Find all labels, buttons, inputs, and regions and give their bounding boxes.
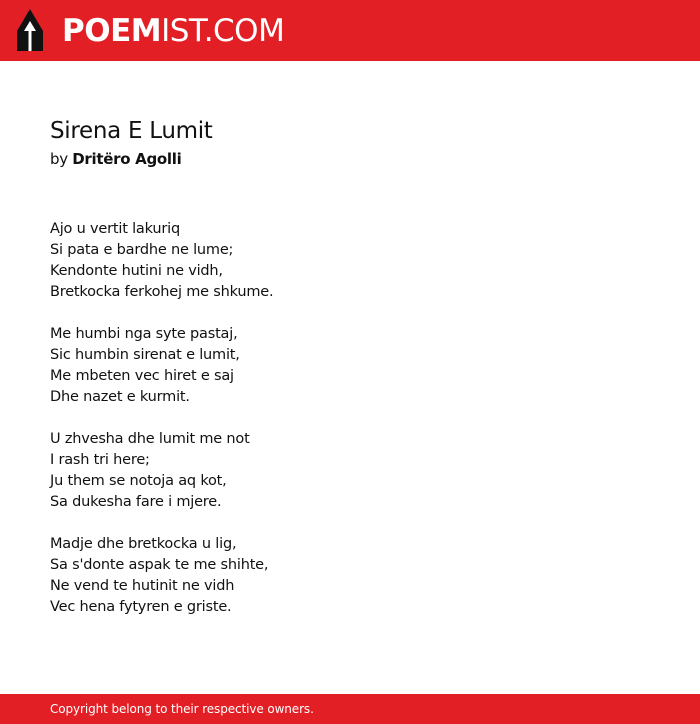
poem-body [50, 219, 650, 639]
poem-line: Madje dhe bretkocka u lig, [50, 536, 237, 552]
logo-text-bold: POEM [62, 13, 162, 49]
site-header [0, 0, 700, 61]
pencil-icon[interactable] [17, 9, 43, 51]
poem-author: Dritëro Agolli [72, 150, 182, 168]
poem-line: Me humbi nga syte pastaj, [50, 326, 238, 342]
poem-line: Ju them se notoja aq kot, [50, 473, 227, 489]
poem-title: Sirena E Lumit [50, 118, 213, 144]
poem-stanza [50, 429, 650, 513]
poem-line: Kendonte hutini ne vidh, [50, 263, 223, 279]
site-footer [0, 694, 700, 724]
poem-stanza [50, 324, 650, 408]
poem-stanza [50, 219, 650, 303]
poem-line: Ajo u vertit lakuriq [50, 221, 180, 237]
poem-line: Sic humbin sirenat e lumit, [50, 347, 240, 363]
poem-byline [50, 148, 181, 170]
poem-line: Si pata e bardhe ne lume; [50, 242, 234, 258]
site-logo-text[interactable] [62, 11, 284, 51]
poem-line: Ne vend te hutinit ne vidh [50, 578, 235, 594]
poem-line: Bretkocka ferkohej me shkume. [50, 284, 274, 300]
poem-line: Dhe nazet e kurmit. [50, 389, 190, 405]
poem-line: Sa dukesha fare i mjere. [50, 494, 222, 510]
copyright-text: Copyright belong to their respective owners. [50, 702, 314, 716]
poem-line: Vec hena fytyren e griste. [50, 599, 232, 615]
logo-text-light: IST.COM [161, 13, 285, 49]
poem-line: I rash tri here; [50, 452, 150, 468]
by-label: by [50, 150, 68, 168]
poem-line: Sa s'donte aspak te me shihte, [50, 557, 269, 573]
poem-line: U zhvesha dhe lumit me not [50, 431, 250, 447]
poem-line: Me mbeten vec hiret e saj [50, 368, 234, 384]
poem-stanza [50, 534, 650, 618]
